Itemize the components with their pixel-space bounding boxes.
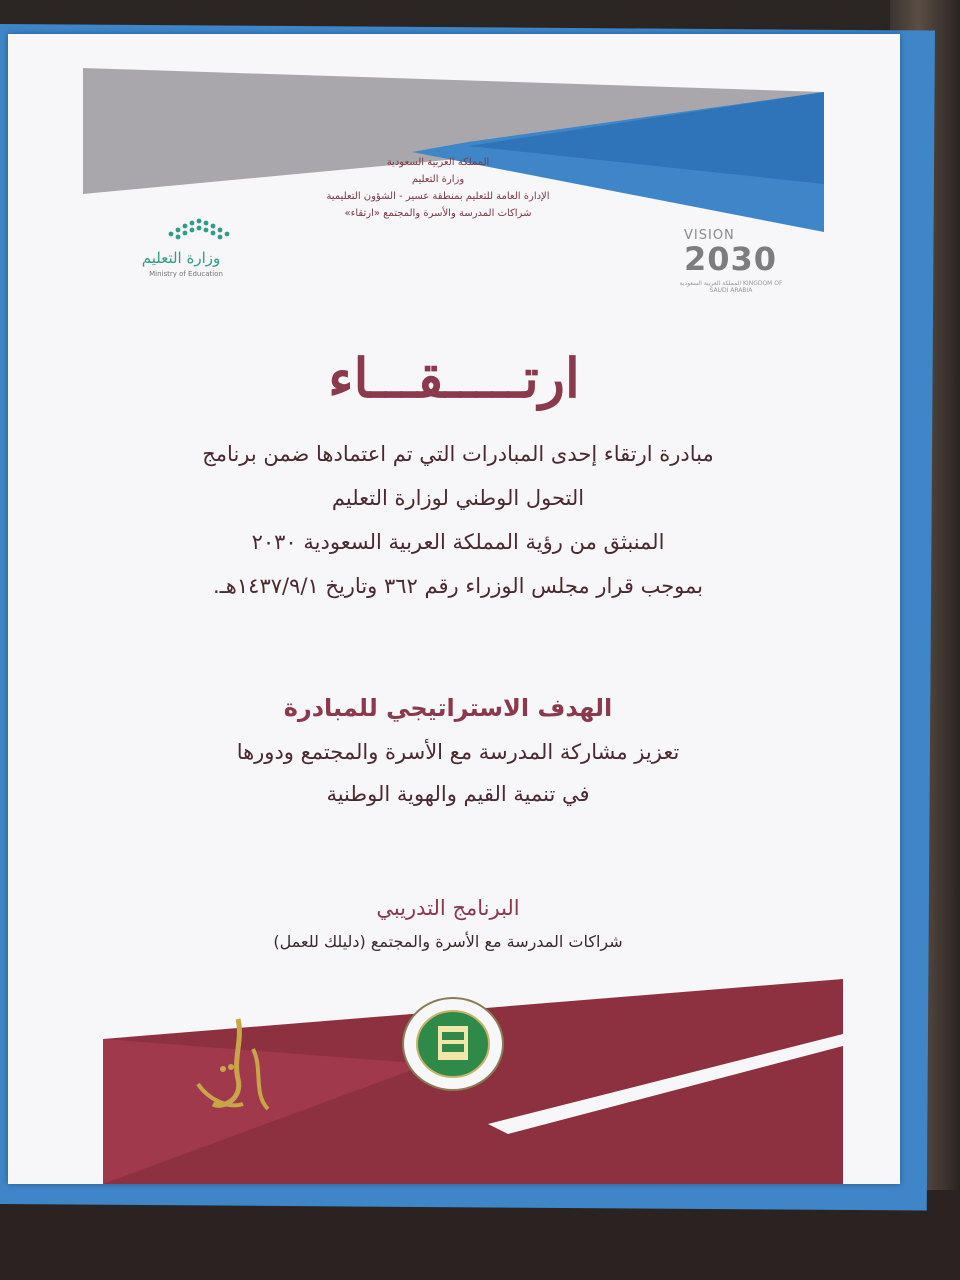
vision-2030-logo — [676, 220, 786, 300]
moe-dots-icon — [166, 214, 236, 242]
intro-line-2: التحول الوطني لوزارة التعليم — [331, 486, 585, 510]
program-title: البرنامج التدريبي — [376, 896, 520, 920]
moe-english-name: Ministry of Education — [149, 270, 223, 278]
ministry-header — [258, 154, 618, 222]
vision-word: VISION — [684, 228, 735, 243]
moe-arabic-name: وزارة التعليم — [141, 249, 221, 267]
page-title: ارتـــــقـــاء — [328, 346, 580, 410]
intro-line-3: المنبثق من رؤية المملكة العربية السعودية ٢٠٣٠ — [251, 530, 665, 554]
program-subtitle: شراكات المدرسة مع الأسرة والمجتمع (دليلك للعمل) — [273, 932, 623, 951]
goal-title: الهدف الاستراتيجي للمبادرة — [283, 694, 613, 722]
header-line-program: شراكات المدرسة والأسرة والمجتمع «ارتقاء» — [344, 208, 532, 219]
header-line-directorate: الإدارة العامة للتعليم بمنطقة عسير - الشؤون التعليمية — [326, 191, 550, 202]
goal-line-2: في تنمية القيم والهوية الوطنية — [326, 782, 590, 806]
intro-line-4: بموجب قرار مجلس الوزراء رقم ٣٦٢ وتاريخ ١٤٣٧/٩/١هـ. — [212, 574, 704, 598]
header-line-ministry: وزارة التعليم — [411, 174, 465, 185]
abegs-emblem-icon — [398, 994, 508, 1094]
intro-line-1: مبادرة ارتقاء إحدى المبادرات التي تم اعتمادها ضمن برنامج — [202, 442, 714, 466]
document-page — [8, 34, 900, 1184]
header-line-kingdom: المملكة العربية السعودية — [386, 157, 490, 168]
goal-line-1: تعزيز مشاركة المدرسة مع الأسرة والمجتمع ودورها — [236, 740, 680, 764]
irtiqa-calligraphy-logo — [183, 1009, 293, 1129]
vision-year: 2030 — [684, 240, 778, 278]
ministry-of-education-logo — [126, 214, 256, 324]
vision-subtitle: المملكة العربية السعودية KINGDOM OF SAUDI ARABIA — [679, 280, 783, 294]
